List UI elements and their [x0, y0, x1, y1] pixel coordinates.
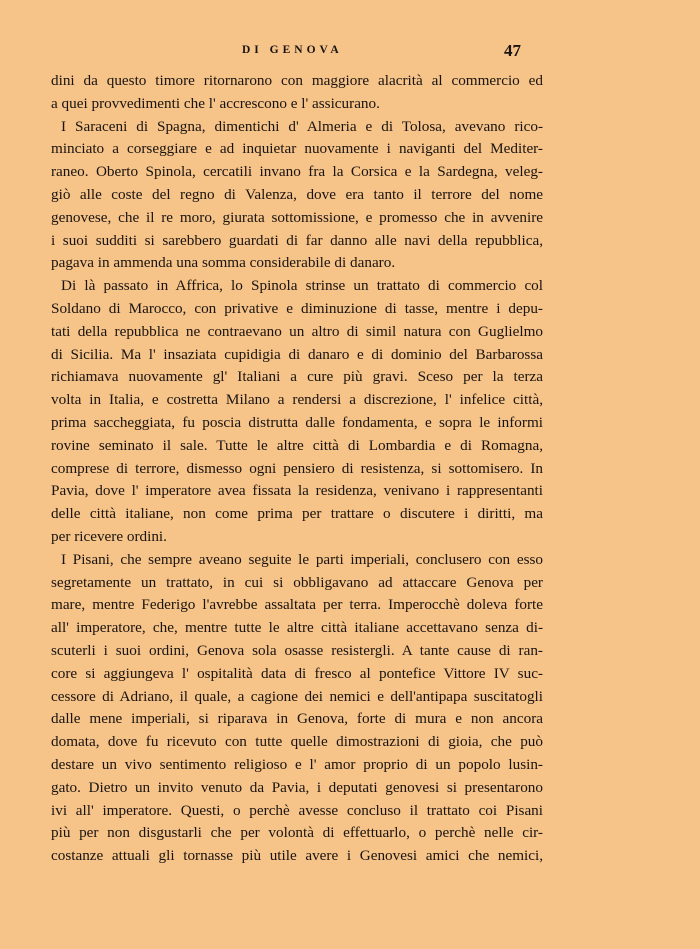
- text-line: volta in Italia, e costretta Milano a rendersi a discrezione, l' infelice città,: [51, 391, 543, 409]
- text-line: richiamava nuovamente gl' Italiani a cure più gravi. Sceso per la terza: [51, 368, 543, 386]
- text-line: delle città italiane, non come prima per trattare o discutere i diritti, ma: [51, 505, 543, 523]
- text-line: cessore di Adriano, il quale, a cagione dei nemici e dell'antipapa suscitatogli: [51, 687, 543, 705]
- text-line: core si aggiungeva l' ospitalità data di fresco al pontefice Vittore IV suc-: [51, 664, 543, 682]
- text-line: domata, dove fu ricevuto con tutte quelle dimostrazioni di gioia, che può: [51, 733, 543, 751]
- text-line: segretamente un trattato, in cui si obbligavano ad attaccare Genova per: [51, 573, 543, 591]
- text-line: dalle mene imperiali, si riparava in Genova, forte di mura e non ancora: [51, 710, 543, 728]
- text-line: gato. Dietro un invito venuto da Pavia, i deputati genovesi si presentarono: [51, 778, 543, 796]
- page-number: 47: [504, 41, 521, 60]
- text-line: Di là passato in Affrica, lo Spinola strinse un trattato di commercio col: [61, 277, 543, 295]
- text-line: per ricevere ordini.: [51, 527, 167, 545]
- text-line: Soldano di Marocco, con privative e diminuzione di tasse, mentre i depu-: [51, 299, 543, 317]
- text-line: tati della repubblica ne contraevano un altro di simil natura con Guglielmo: [51, 322, 543, 340]
- text-line: a quei provvedimenti che l' accrescono e l' assicurano.: [51, 94, 380, 112]
- text-line: I Pisani, che sempre aveano seguite le parti imperiali, conclusero con esso: [61, 550, 543, 568]
- text-line: comprese di terrore, dismesso ogni pensiero di resistenza, si sottomisero. In: [51, 459, 543, 477]
- text-line: destare un vivo sentimento religioso e l' amor proprio di un popolo lusin-: [51, 755, 543, 773]
- text-line: mare, mentre Federigo l'avrebbe assaltata per terra. Imperocchè doleva forte: [51, 596, 543, 614]
- text-line: I Saraceni di Spagna, dimentichi d' Almeria e di Tolosa, avevano rico-: [61, 117, 543, 135]
- running-header: DI GENOVA: [242, 44, 343, 56]
- text-line: all' imperatore, che, mentre tutte le altre città italiane accettavano senza di-: [51, 619, 543, 637]
- text-line: costanze attuali gli tornasse più utile avere i Genovesi amici che nemici,: [51, 847, 543, 865]
- text-line: raneo. Oberto Spinola, cercatili invano fra la Corsica e la Sardegna, veleg-: [51, 163, 543, 181]
- text-line: pagava in ammenda una somma considerabile di danaro.: [51, 254, 396, 272]
- text-line: rovine seminato il sale. Tutte le altre città di Lombardia e di Romagna,: [51, 436, 543, 454]
- body-text: [51, 70, 543, 868]
- text-line: di Sicilia. Ma l' insaziata cupidigia di danaro e di dominio del Barbarossa: [51, 345, 543, 363]
- text-line: prima saccheggiata, fu poscia distrutta dalle fondamenta, e sopra le informi: [51, 413, 543, 431]
- text-line: scuterli i suoi ordini, Genova sola osasse resistergli. A tante cause di ran-: [51, 641, 543, 659]
- text-line: i suoi sudditi si sarebbero guardati di far danno alle navi della repubblica,: [51, 231, 543, 249]
- text-line: Pavia, dove l' imperatore avea fissata la residenza, venivano i rappresentanti: [51, 482, 543, 500]
- text-line: dini da questo timore ritornarono con maggiore alacrità al commercio ed: [51, 72, 543, 89]
- text-line: ivi all' imperatore. Questi, o perchè avesse concluso il trattato coi Pisani: [51, 801, 543, 819]
- text-line: giò alle coste del regno di Valenza, dove era tanto il terrore del nome: [51, 185, 543, 203]
- text-line: più per non disgustarli che per volontà di effettuarlo, o perchè nelle cir-: [51, 824, 543, 842]
- text-line: minciato a corseggiare e ad inquietar nuovamente i naviganti del Mediter-: [51, 140, 543, 158]
- text-line: genovese, che il re moro, giurata sottomissione, e promesso che in avvenire: [51, 208, 543, 226]
